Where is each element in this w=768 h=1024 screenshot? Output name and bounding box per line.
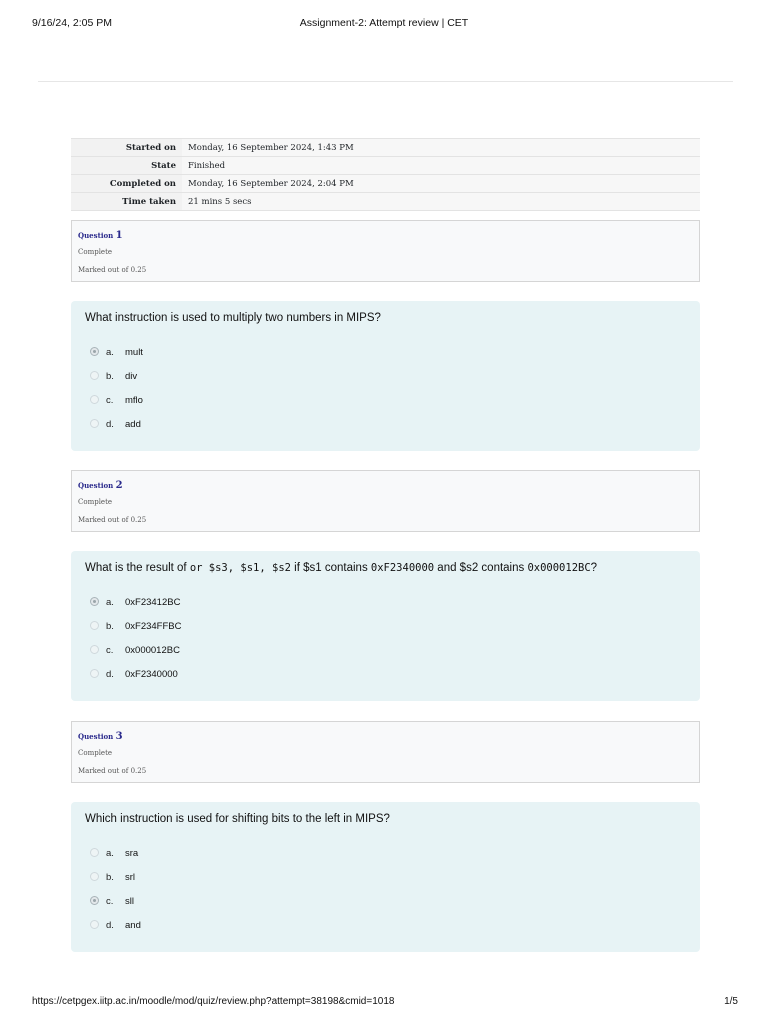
question-text [85, 813, 390, 825]
answer-letter: c. [106, 395, 114, 406]
answer-letter: b. [106, 621, 114, 632]
answer-text: 0xF234FFBC [125, 621, 182, 632]
answer-text: sll [125, 896, 134, 907]
question-label: Question [78, 732, 114, 741]
radio-button[interactable] [90, 419, 99, 428]
radio-button[interactable] [90, 371, 99, 380]
question-text-part: Which instruction is used for shifting bits to the left in MIPS? [85, 813, 390, 825]
answer-letter: a. [106, 347, 114, 358]
question-number [78, 230, 123, 241]
radio-button[interactable] [90, 920, 99, 929]
answer-text: and [125, 920, 141, 931]
answer-text: 0x000012BC [125, 645, 180, 656]
question-info-3 [71, 721, 700, 783]
question-code: 0x000012BC [527, 562, 591, 574]
answer-text: add [125, 419, 141, 430]
radio-button[interactable] [90, 896, 99, 905]
radio-button[interactable] [90, 347, 99, 356]
question-text-part: What is the result of [85, 562, 190, 574]
question-number-value: 2 [115, 480, 123, 491]
question-grade: Marked out of 0.25 [78, 266, 147, 274]
summary-label: Time taken [71, 193, 182, 211]
question-text-part: ? [590, 562, 598, 574]
summary-label: Completed on [71, 175, 182, 193]
print-header [32, 17, 736, 31]
question-text-part: What instruction is used to multiply two numbers in MIPS? [85, 312, 381, 324]
answer-letter: b. [106, 872, 114, 883]
answer-letter: d. [106, 419, 114, 430]
radio-button[interactable] [90, 848, 99, 857]
question-label: Question [78, 481, 114, 490]
answer-text: srl [125, 872, 136, 883]
question-grade: Marked out of 0.25 [78, 516, 147, 524]
question-content-1 [71, 301, 700, 451]
question-code: or $s3, $s1, $s2 [189, 562, 291, 574]
answer-letter: d. [106, 669, 114, 680]
answer-text: mflo [125, 395, 143, 406]
answer-letter: a. [106, 597, 114, 608]
print-url: https://cetpgex.iitp.ac.in/moodle/mod/quiz/review.php?attempt=38198&cmid=1018 [32, 996, 395, 1007]
attempt-summary-table [71, 138, 700, 211]
summary-label: State [71, 157, 182, 175]
question-content-2 [71, 551, 700, 701]
radio-button[interactable] [90, 621, 99, 630]
question-number [78, 731, 123, 742]
summary-value: Monday, 16 September 2024, 2:04 PM [182, 175, 700, 193]
print-page-title: Assignment-2: Attempt review | CET [299, 17, 469, 29]
answer-text: 0xF23412BC [125, 597, 181, 608]
answer-text: 0xF2340000 [125, 669, 178, 680]
summary-row [71, 157, 700, 175]
question-label: Question [78, 231, 114, 240]
summary-row [71, 175, 700, 193]
question-number-value: 3 [115, 731, 123, 742]
radio-button[interactable] [90, 597, 99, 606]
question-code: 0xF2340000 [370, 562, 435, 574]
summary-row [71, 139, 700, 157]
answer-text: mult [125, 347, 143, 358]
question-text [85, 562, 597, 574]
question-content-3 [71, 802, 700, 952]
answer-letter: c. [106, 896, 114, 907]
question-state: Complete [78, 749, 113, 757]
answer-text: div [125, 371, 138, 382]
radio-button[interactable] [90, 645, 99, 654]
summary-value: 21 mins 5 secs [182, 193, 700, 211]
answer-letter: a. [106, 848, 114, 859]
summary-row [71, 193, 700, 211]
question-text-part: if $s1 contains [290, 562, 371, 574]
question-number-value: 1 [115, 230, 123, 241]
summary-value: Monday, 16 September 2024, 1:43 PM [182, 139, 700, 157]
question-text [85, 312, 381, 324]
print-page-number: 1/5 [724, 996, 738, 1007]
answer-text: sra [125, 848, 139, 859]
print-date: 9/16/24, 2:05 PM [32, 17, 112, 29]
summary-value: Finished [182, 157, 700, 175]
question-info-1 [71, 220, 700, 282]
question-info-2 [71, 470, 700, 532]
question-state: Complete [78, 248, 113, 256]
summary-label: Started on [71, 139, 182, 157]
radio-button[interactable] [90, 872, 99, 881]
answer-letter: d. [106, 920, 114, 931]
answer-letter: b. [106, 371, 114, 382]
radio-button[interactable] [90, 395, 99, 404]
question-state: Complete [78, 498, 113, 506]
question-grade: Marked out of 0.25 [78, 767, 147, 775]
radio-button[interactable] [90, 669, 99, 678]
question-text-part: and $s2 contains [434, 562, 528, 574]
header-divider [38, 81, 733, 82]
answer-letter: c. [106, 645, 114, 656]
question-number [78, 480, 123, 491]
